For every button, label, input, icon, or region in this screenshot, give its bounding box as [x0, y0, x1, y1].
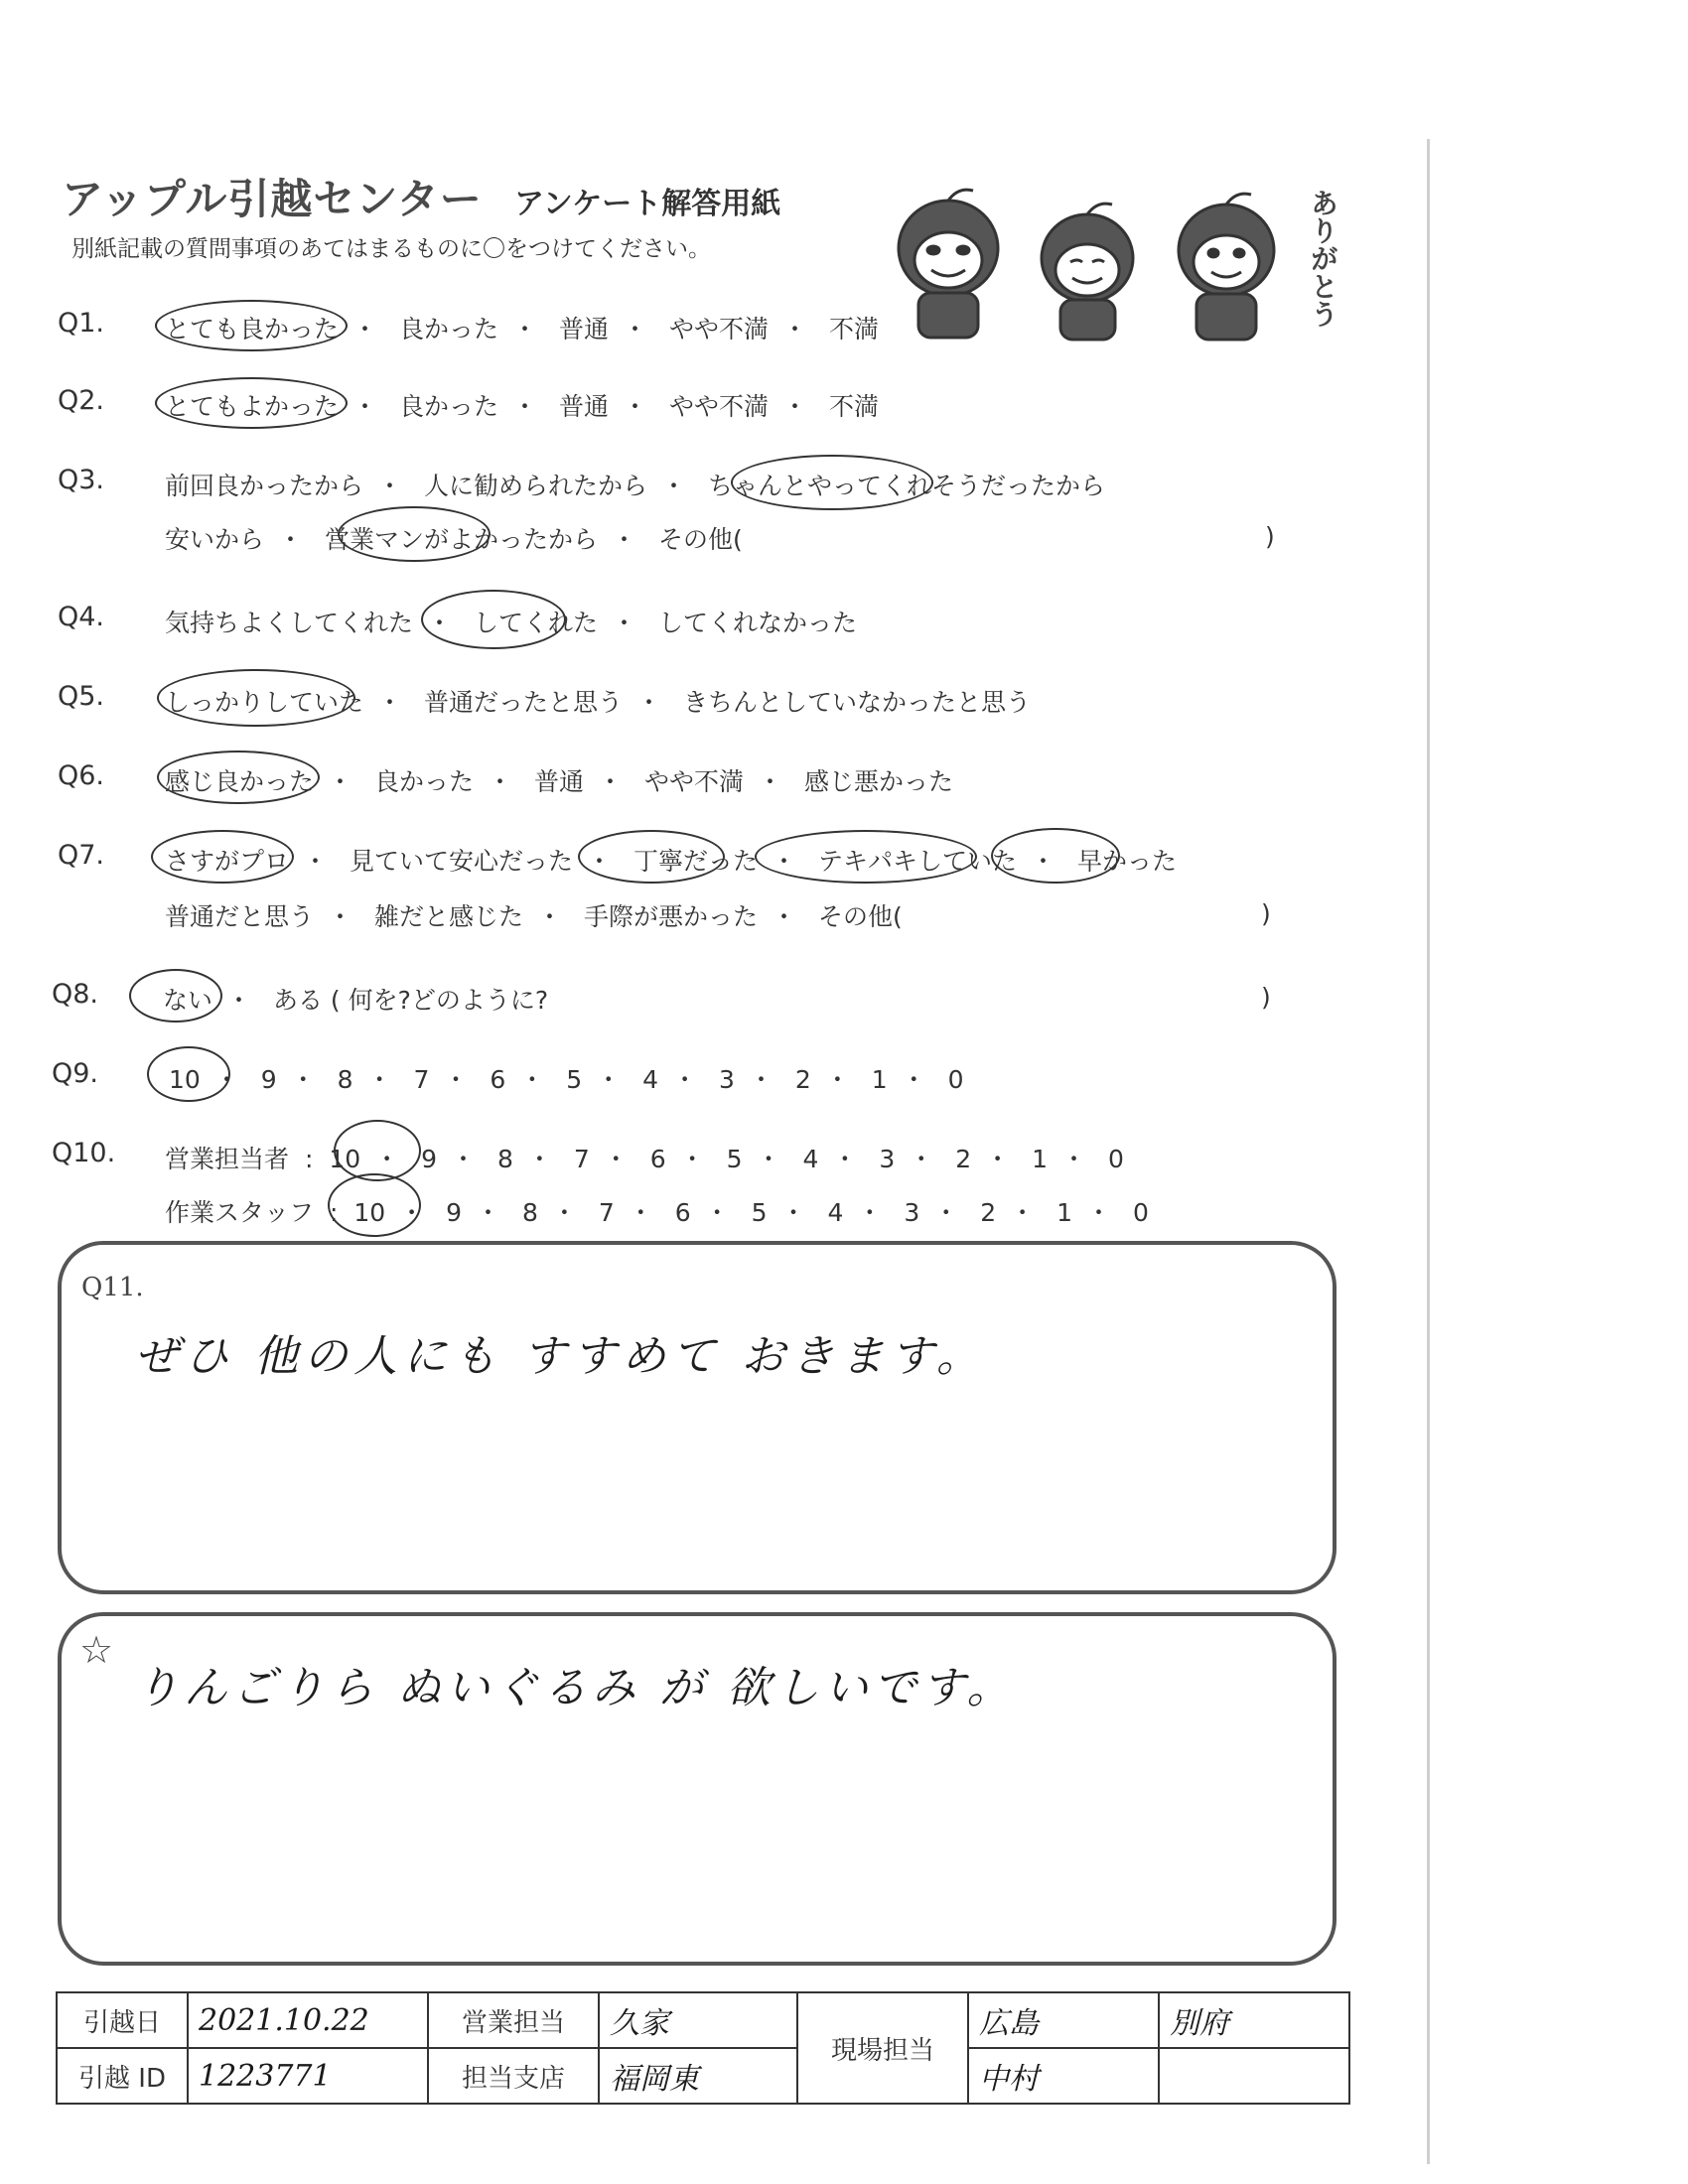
- q5-label: Q5.: [58, 681, 105, 712]
- sales-rep-value[interactable]: 久家: [599, 1992, 797, 2048]
- q3-close-paren: ): [1265, 522, 1275, 551]
- site-rep-value[interactable]: 広島: [968, 1992, 1159, 2048]
- q10-colon: :: [329, 1198, 339, 1227]
- q3-option[interactable]: 営業マンがよかったから: [324, 525, 598, 554]
- q11-handwritten-answer: ぜひ 他の人にも すすめて おきます。: [135, 1331, 986, 1382]
- move-info-table: [56, 1991, 1350, 2105]
- branch-value[interactable]: 福岡東: [599, 2048, 797, 2104]
- q10-selection-circle: [334, 1120, 421, 1181]
- q10-score[interactable]: 7: [573, 1145, 590, 1173]
- q9-scale: 10 ・ 9 ・ 8 ・ 7 ・ 6 ・ 5 ・ 4 ・ 3 ・ 2 ・ 1 ・ 0: [169, 1065, 964, 1094]
- q10-score[interactable]: 10: [353, 1198, 386, 1227]
- q10-score[interactable]: 9: [421, 1145, 438, 1173]
- q10-score[interactable]: 5: [751, 1198, 768, 1227]
- q8-options: ない ・ ある ( 何を?どのように?: [163, 986, 549, 1015]
- q2-option[interactable]: とてもよかった: [165, 392, 340, 421]
- q10-score[interactable]: 9: [446, 1198, 463, 1227]
- q10-row-staff: 作業スタッフ : 10 ・ 9 ・ 8 ・ 7 ・ 6 ・ 5 ・ 4 ・ 3 ・ 2 ・ 1 ・ 0: [165, 1198, 1149, 1227]
- q10-score[interactable]: 6: [649, 1145, 666, 1173]
- q10-row-sales: 営業担当者 : 10 ・ 9 ・ 8 ・ 7 ・ 6 ・ 5 ・ 4 ・ 3 ・ 2 ・ 1 ・ 0: [165, 1145, 1124, 1173]
- q5-option[interactable]: 普通だったと思う: [423, 688, 623, 717]
- q10-score[interactable]: 4: [827, 1198, 844, 1227]
- branch-label: 担当支店: [428, 2048, 599, 2104]
- q7-selection-circle: [991, 828, 1120, 884]
- q3-option[interactable]: 前回良かったから: [165, 472, 364, 500]
- q10-score[interactable]: 3: [904, 1198, 920, 1227]
- q6-option[interactable]: 感じ良かった: [165, 767, 315, 796]
- q8-selection-circle: [129, 969, 222, 1023]
- q3-option[interactable]: 人に勧められたから: [423, 472, 647, 500]
- q3-options-line2: 安いから ・ 営業マンがよかったから ・ その他(: [165, 525, 743, 554]
- q3-option[interactable]: ちゃんとやってくれそうだったから: [707, 472, 1105, 500]
- q7-option[interactable]: 見ていて安心だった: [349, 847, 573, 876]
- q7-selection-circle: [578, 830, 725, 884]
- q10-row-name: 営業担当者: [165, 1145, 290, 1173]
- q8-label: Q8.: [52, 979, 99, 1010]
- q4-options: 気持ちよくしてくれた ・ してくれた ・ してくれなかった: [165, 609, 857, 637]
- mascot-illustration: [874, 179, 1311, 347]
- q11-label: Q11.: [81, 1273, 144, 1302]
- q10-score[interactable]: 10: [329, 1145, 361, 1173]
- q5-option[interactable]: しっかりしていた: [165, 688, 364, 717]
- q6-option[interactable]: やや不満: [643, 767, 744, 796]
- q7-options-line2: 普通だと思う ・ 雑だと感じた ・ 手際が悪かった ・ その他(: [165, 902, 903, 931]
- q1-options: とても良かった ・ 良かった ・ 普通 ・ やや不満 ・ 不満: [165, 315, 879, 343]
- q6-selection-circle: [157, 751, 320, 804]
- q8-option[interactable]: ある ( 何を?どのように?: [272, 986, 549, 1015]
- q7-option-other[interactable]: その他(: [817, 902, 903, 931]
- q7-option[interactable]: 早かった: [1076, 847, 1177, 876]
- q2-option[interactable]: 不満: [828, 392, 879, 421]
- move-date-label: 引越日: [57, 1992, 188, 2048]
- q7-option[interactable]: 普通だと思う: [165, 902, 315, 931]
- q9-score[interactable]: 7: [413, 1065, 430, 1094]
- site-rep-label: 現場担当: [797, 1992, 968, 2104]
- q10-colon: :: [304, 1145, 314, 1173]
- q7-option[interactable]: 雑だと感じた: [373, 902, 523, 931]
- q1-option[interactable]: やや不満: [668, 315, 769, 343]
- move-date-value[interactable]: 2021.10.22: [188, 1992, 428, 2048]
- q10-score[interactable]: 6: [674, 1198, 691, 1227]
- q10-score[interactable]: 5: [726, 1145, 743, 1173]
- star-icon: ☆: [79, 1628, 114, 1672]
- q2-selection-circle: [155, 377, 348, 429]
- free-handwritten-answer: りんごりら ぬいぐるみ が 欲しいです。: [135, 1663, 1016, 1713]
- q9-score[interactable]: 6: [490, 1065, 506, 1094]
- q2-option[interactable]: やや不満: [668, 392, 769, 421]
- sales-rep-label: 営業担当: [428, 1992, 599, 2048]
- monkey-mascot-2: [1042, 204, 1133, 340]
- q9-score[interactable]: 4: [642, 1065, 659, 1094]
- q1-selection-circle: [155, 300, 348, 351]
- monkey-mascot-1: [899, 190, 998, 338]
- q10-score[interactable]: 4: [802, 1145, 819, 1173]
- q4-option[interactable]: 気持ちよくしてくれた: [165, 609, 414, 637]
- q7-label: Q7.: [58, 840, 105, 871]
- q1-option[interactable]: 普通: [558, 315, 609, 343]
- instruction-text: 別紙記載の質問事項のあてはまるものに〇をつけてください。: [71, 236, 711, 262]
- q4-option[interactable]: してくれなかった: [657, 609, 857, 637]
- q4-selection-circle: [421, 590, 566, 649]
- q3-option-other[interactable]: その他(: [657, 525, 743, 554]
- q10-score[interactable]: 7: [598, 1198, 615, 1227]
- q7-selection-circle: [755, 830, 977, 884]
- form-subtitle: アンケート解答用紙: [514, 187, 781, 221]
- q4-label: Q4.: [58, 602, 105, 632]
- q7-option[interactable]: 丁寧だった: [633, 847, 758, 876]
- q9-score[interactable]: 3: [719, 1065, 735, 1094]
- q1-option[interactable]: 不満: [828, 315, 879, 343]
- q5-selection-circle: [157, 669, 355, 727]
- q7-option[interactable]: さすがプロ: [165, 847, 290, 876]
- q3-label: Q3.: [58, 465, 105, 495]
- q2-option[interactable]: 普通: [558, 392, 609, 421]
- q4-option[interactable]: してくれた: [473, 609, 598, 637]
- site-rep-value[interactable]: 別府: [1159, 1992, 1349, 2048]
- q9-label: Q9.: [52, 1058, 99, 1089]
- q1-label: Q1.: [58, 308, 105, 339]
- scan-edge-line: [1427, 139, 1430, 2164]
- q10-row-name: 作業スタッフ: [165, 1198, 315, 1227]
- q9-score[interactable]: 10: [169, 1065, 201, 1094]
- q7-option[interactable]: 手際が悪かった: [583, 902, 758, 931]
- q7-option[interactable]: テキパキしていた: [817, 847, 1017, 876]
- q9-score[interactable]: 1: [871, 1065, 888, 1094]
- q6-option[interactable]: 普通: [533, 767, 584, 796]
- q9-selection-circle: [147, 1046, 230, 1102]
- q10-score[interactable]: 8: [522, 1198, 538, 1227]
- q5-option[interactable]: きちんとしていなかったと思う: [682, 688, 1031, 717]
- q9-score[interactable]: 2: [794, 1065, 811, 1094]
- q10-score[interactable]: 0: [1108, 1145, 1124, 1173]
- monkey-mascot-3: [1179, 194, 1274, 340]
- q3-option[interactable]: 安いから: [165, 525, 265, 554]
- q11-answer-box[interactable]: [58, 1241, 1336, 1594]
- q7-close-paren: ): [1261, 899, 1271, 928]
- q1-option[interactable]: 良かった: [398, 315, 498, 343]
- q6-label: Q6.: [58, 760, 105, 791]
- q8-close-paren: ): [1261, 983, 1271, 1012]
- q10-score[interactable]: 1: [1056, 1198, 1073, 1227]
- q3-selection-circle: [338, 506, 491, 562]
- q9-score[interactable]: 8: [337, 1065, 353, 1094]
- q10-score[interactable]: 2: [955, 1145, 972, 1173]
- q6-option[interactable]: 良かった: [373, 767, 474, 796]
- site-rep-value[interactable]: 中村: [968, 2048, 1159, 2104]
- q9-score[interactable]: 9: [260, 1065, 277, 1094]
- q10-score[interactable]: 3: [879, 1145, 896, 1173]
- q1-option[interactable]: とても良かった: [165, 315, 340, 343]
- q8-option[interactable]: ない: [163, 986, 213, 1015]
- q10-label: Q10.: [52, 1138, 116, 1168]
- mascot-caption: ありがとう: [1307, 189, 1339, 328]
- q7-options-line1: さすがプロ ・ 見ていて安心だった ・ 丁寧だった ・ テキパキしていた ・ 早かった: [165, 847, 1177, 876]
- q2-option[interactable]: 良かった: [398, 392, 498, 421]
- site-rep-empty-cell[interactable]: [1159, 2048, 1349, 2104]
- q10-score[interactable]: 0: [1133, 1198, 1149, 1227]
- q10-selection-circle: [328, 1173, 421, 1237]
- q2-options: とてもよかった ・ 良かった ・ 普通 ・ やや不満 ・ 不満: [165, 392, 879, 421]
- move-id-label: 引越 ID: [57, 2048, 188, 2104]
- brand-title: アップル引越センター: [62, 175, 483, 223]
- q6-options: 感じ良かった ・ 良かった ・ 普通 ・ やや不満 ・ 感じ悪かった: [165, 767, 953, 796]
- q3-selection-circle: [731, 455, 933, 510]
- q5-options: しっかりしていた ・ 普通だったと思う ・ きちんとしていなかったと思う: [165, 688, 1031, 717]
- q6-option[interactable]: 感じ悪かった: [803, 767, 953, 796]
- q2-label: Q2.: [58, 385, 105, 416]
- q9-score[interactable]: 0: [947, 1065, 964, 1094]
- q10-score[interactable]: 1: [1032, 1145, 1049, 1173]
- q10-score[interactable]: 2: [980, 1198, 997, 1227]
- move-id-value[interactable]: 1223771: [188, 2048, 428, 2104]
- q7-selection-circle: [151, 830, 294, 884]
- q3-options-line1: 前回良かったから ・ 人に勧められたから ・ ちゃんとやってくれそうだったから: [165, 472, 1105, 500]
- q10-score[interactable]: 8: [497, 1145, 513, 1173]
- q9-score[interactable]: 5: [566, 1065, 583, 1094]
